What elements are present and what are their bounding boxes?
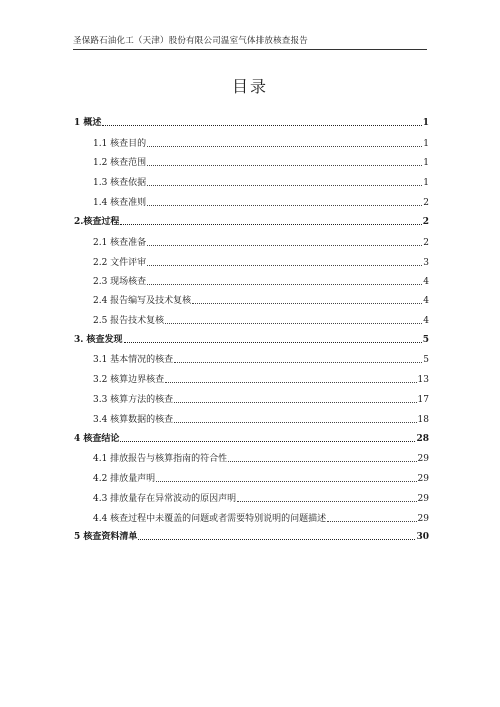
toc-dot-leader xyxy=(138,539,415,540)
toc-entry-label: 5 核查资料清单 xyxy=(74,532,138,542)
toc-page-number: 1 xyxy=(423,158,429,168)
toc-entry-label: 2.3 现场核查 xyxy=(93,277,147,287)
toc-entry-label: 1 概述 xyxy=(74,118,102,128)
toc-dot-leader xyxy=(147,265,422,266)
toc-entry-label: 4 核查结论 xyxy=(74,434,120,444)
toc-entry[interactable] xyxy=(74,177,429,189)
toc-page-number: 5 xyxy=(423,355,429,365)
toc-dot-leader xyxy=(237,501,416,502)
toc-page-number: 4 xyxy=(423,296,429,306)
toc-entry[interactable] xyxy=(74,257,429,269)
toc-entry-label: 4.1 排放报告与核算指南的符合性 xyxy=(93,454,228,464)
toc-page-number: 18 xyxy=(417,415,429,425)
toc-dot-leader xyxy=(165,323,422,324)
toc-page-number: 2 xyxy=(423,238,429,248)
toc-page-number: 1 xyxy=(422,118,429,128)
page-header: 圣保路石油化工（天津）股份有限公司温室气体排放核查报告 xyxy=(73,35,427,50)
toc-page-number: 2 xyxy=(423,198,429,208)
toc-entry[interactable] xyxy=(74,513,429,525)
toc-entry[interactable] xyxy=(74,138,429,150)
toc-entry-label: 2.5 报告技术复核 xyxy=(93,316,165,326)
toc-title: 目录 xyxy=(231,77,268,96)
toc-dot-leader xyxy=(147,165,422,166)
toc-entry-label: 3.1 基本情况的核查 xyxy=(93,355,174,365)
toc-entry[interactable] xyxy=(74,237,429,249)
toc-entry[interactable] xyxy=(74,334,429,346)
toc-dot-leader xyxy=(120,224,421,225)
toc-page-number: 29 xyxy=(417,474,429,484)
toc-page-number: 28 xyxy=(416,434,429,444)
toc-page-number: 30 xyxy=(416,532,429,542)
toc-entry[interactable] xyxy=(74,414,429,426)
toc-dot-leader xyxy=(147,284,422,285)
toc-entry-label: 3. 核查发现 xyxy=(74,335,123,345)
toc-dot-leader xyxy=(147,245,422,246)
toc-entry-label: 2.4 报告编写及技术复核 xyxy=(93,296,192,306)
toc-entry[interactable] xyxy=(74,315,429,327)
toc-entry-label: 2.核查过程 xyxy=(74,217,120,227)
toc-entry-label: 4.2 排放量声明 xyxy=(93,474,156,484)
toc-entry[interactable] xyxy=(74,295,429,307)
toc-dot-leader xyxy=(156,481,416,482)
toc-dot-leader xyxy=(120,441,415,442)
toc-dot-leader xyxy=(147,205,422,206)
toc-entry[interactable] xyxy=(74,473,429,485)
toc-dot-leader xyxy=(147,185,422,186)
toc-page-number: 1 xyxy=(423,139,429,149)
toc-entry-label: 1.1 核查目的 xyxy=(93,139,147,149)
toc-dot-leader xyxy=(228,461,416,462)
toc-dot-leader xyxy=(327,521,416,522)
toc-page-number: 29 xyxy=(417,454,429,464)
toc-dot-leader xyxy=(102,125,421,126)
toc-dot-leader xyxy=(174,362,422,363)
toc-page-number: 2 xyxy=(422,217,429,227)
toc-entry[interactable] xyxy=(74,216,429,228)
toc-entry-label: 1.3 核查依据 xyxy=(93,178,147,188)
toc-page-number: 4 xyxy=(423,316,429,326)
toc-dot-leader xyxy=(174,422,416,423)
toc-entry[interactable] xyxy=(74,197,429,209)
toc-page-number: 3 xyxy=(423,258,429,268)
toc-dot-leader xyxy=(124,342,422,343)
toc-dot-leader xyxy=(174,402,416,403)
toc-entry-label: 3.4 核算数据的核查 xyxy=(93,415,174,425)
toc-entry[interactable] xyxy=(74,354,429,366)
toc-page-number: 29 xyxy=(417,514,429,524)
toc-dot-leader xyxy=(192,303,422,304)
toc-entry[interactable] xyxy=(74,276,429,288)
toc-page-number: 17 xyxy=(417,395,429,405)
toc-entry-label: 2.1 核查准备 xyxy=(93,238,147,248)
toc-dot-leader xyxy=(147,146,422,147)
toc-entry[interactable] xyxy=(74,433,429,445)
toc-entry[interactable] xyxy=(74,374,429,386)
toc-entry[interactable] xyxy=(74,117,429,129)
toc-entry-label: 4.3 排放量存在异常波动的原因声明 xyxy=(93,494,237,504)
toc-page-number: 29 xyxy=(417,494,429,504)
toc-entry-label: 2.2 文件评审 xyxy=(93,258,147,268)
toc-entry-label: 3.3 核算方法的核查 xyxy=(93,395,174,405)
toc-entry-label: 3.2 核算边界核查 xyxy=(93,375,165,385)
toc-entry-label: 1.2 核查范围 xyxy=(93,158,147,168)
toc-page-number: 13 xyxy=(417,375,429,385)
toc-entry-label: 1.4 核查准则 xyxy=(93,198,147,208)
toc-entry[interactable] xyxy=(74,493,429,505)
toc-entry[interactable] xyxy=(74,531,429,543)
toc-page-number: 4 xyxy=(423,277,429,287)
toc-entry[interactable] xyxy=(74,453,429,465)
toc-entry[interactable] xyxy=(74,394,429,406)
toc-page-number: 1 xyxy=(423,178,429,188)
toc-page-number: 5 xyxy=(422,335,429,345)
toc-entry-label: 4.4 核查过程中未覆盖的问题或者需要特别说明的问题描述 xyxy=(93,514,327,524)
toc-entry[interactable] xyxy=(74,157,429,169)
toc-dot-leader xyxy=(165,382,416,383)
